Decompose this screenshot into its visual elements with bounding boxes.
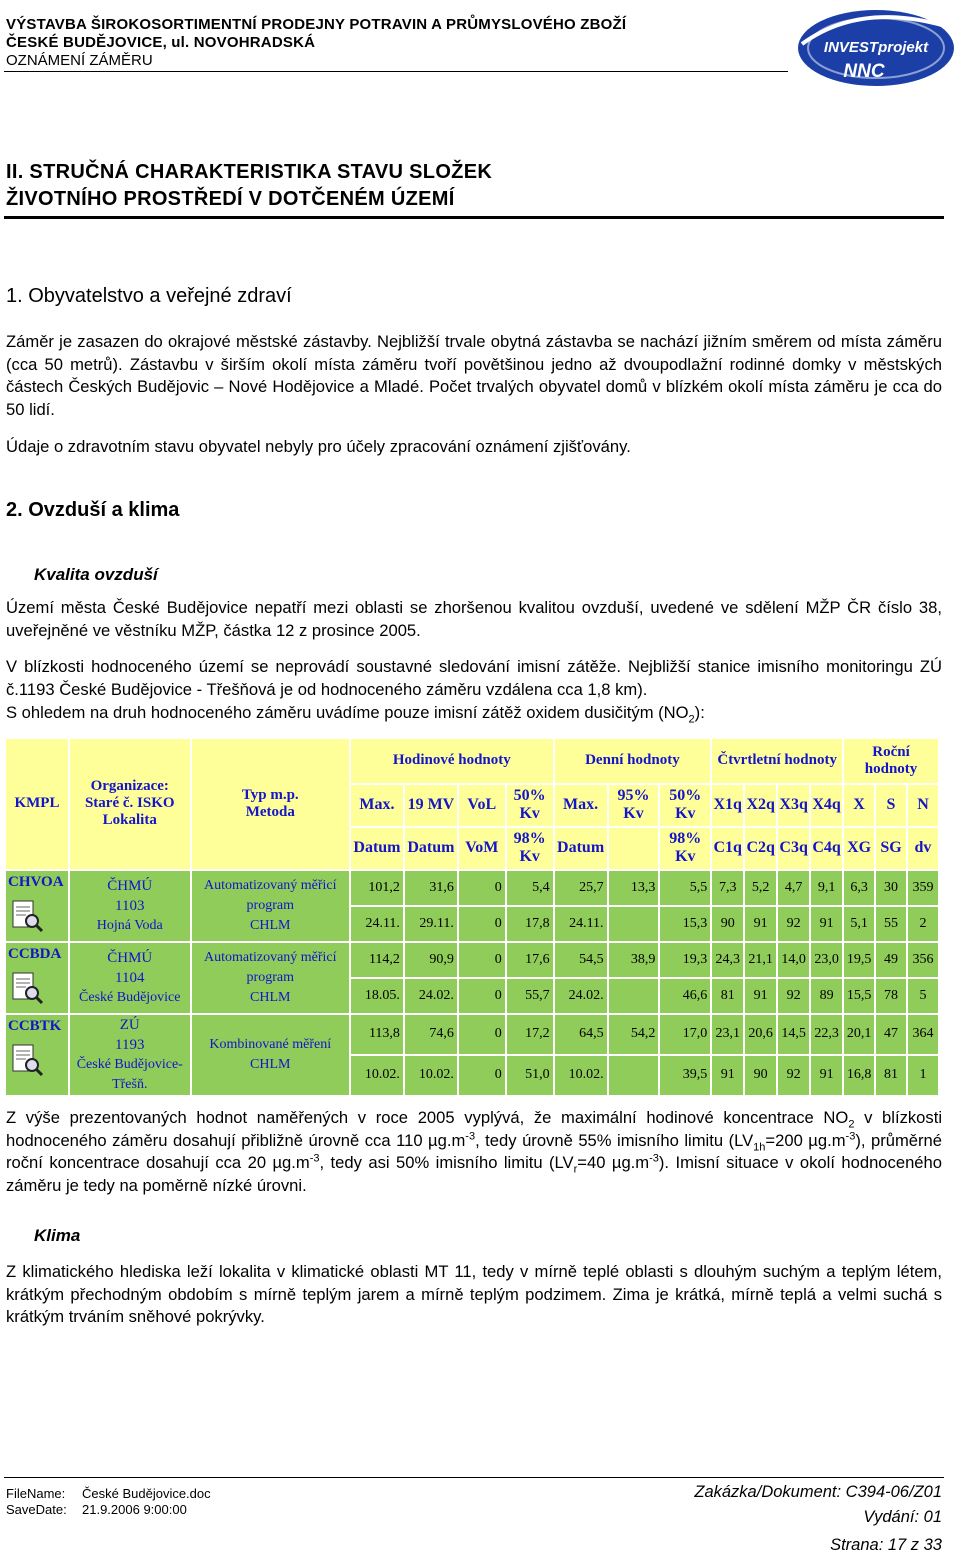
value-cell: 92	[778, 979, 809, 1013]
header-cell: 19 MV	[405, 785, 457, 826]
footer-page-number: Strana: 17 z 33	[830, 1536, 942, 1554]
footer-rule	[4, 1477, 944, 1478]
value-cell: 20,6	[745, 1015, 776, 1054]
station-method: Automatizovaný měřicí program CHLM	[192, 943, 349, 1013]
station-method: Kombinované měření CHLM	[192, 1015, 349, 1095]
value-cell: 92	[778, 1056, 809, 1095]
subheading-climate: Klima	[34, 1226, 81, 1245]
header-location: ČESKÉ BUDĚJOVICE, ul. NOVOHRADSKÁ	[6, 34, 316, 51]
header-cell: 95% Kv	[609, 785, 659, 826]
value-cell: 15,5	[844, 979, 874, 1013]
document-search-icon[interactable]	[10, 899, 50, 940]
value-cell: 46,6	[660, 979, 710, 1013]
value-cell: 1	[908, 1056, 938, 1095]
footer-savedate-value: 21.9.2006 9:00:00	[82, 1502, 187, 1517]
value-cell: 39,5	[660, 1056, 710, 1095]
value-cell: 89	[811, 979, 842, 1013]
header-cell: X4q	[811, 785, 842, 826]
value-cell: 0	[459, 943, 505, 977]
value-cell: 55	[876, 907, 906, 941]
value-cell: 47	[876, 1015, 906, 1054]
header-cell: X1q	[712, 785, 743, 826]
value-cell: 14,0	[778, 943, 809, 977]
value-cell: 356	[908, 943, 938, 977]
header-cell: SG	[876, 828, 906, 869]
col-header-type: Typ m.p. Metoda	[192, 739, 349, 869]
header-project-title: VÝSTAVBA ŠIROKOSORTIMENTNÍ PRODEJNY POTRAVIN A PRŮMYSLOVÉHO ZBOŽÍ	[6, 16, 627, 33]
climate-paragraph: Z klimatického hlediska leží lokalita v klimatické oblasti MT 11, tedy v mírně teplé oblasti s dlouhým suchým a teplým létem, krátkým přechodným obdobím s mírně teplým jarem a mírně teplým podzimem. Zima je krátká, mírně teplá a velmi suchá s krátkým trváním sněhové pokrývky.	[6, 1262, 942, 1326]
value-cell: 90,9	[405, 943, 457, 977]
value-cell: 5	[908, 979, 938, 1013]
value-cell: 24.02.	[405, 979, 457, 1013]
heading-air-climate: 2. Ovzduší a klima	[6, 499, 180, 521]
value-cell: 91	[745, 979, 776, 1013]
value-cell: 81	[876, 1056, 906, 1095]
value-cell: 17,6	[507, 943, 553, 977]
station-code: CHVOA	[8, 873, 64, 890]
col-header-organization: Organizace: Staré č. ISKO Lokalita	[70, 739, 190, 869]
value-cell: 90	[745, 1056, 776, 1095]
value-cell: 24,3	[712, 943, 743, 977]
station-organization: ZÚ 1193 České Budějovice- Třešň.	[70, 1015, 190, 1095]
value-cell: 24.02.	[555, 979, 607, 1013]
value-cell: 29.11.	[405, 907, 457, 941]
header-cell: C2q	[745, 828, 776, 869]
value-cell: 5,5	[660, 871, 710, 905]
value-cell: 49	[876, 943, 906, 977]
header-cell: VoL	[459, 785, 505, 826]
value-cell: 91	[712, 1056, 743, 1095]
no2-conclusion-paragraph: Z výše prezentovaných hodnot naměřených v roce 2005 vyplývá, že maximální hodinové koncentrace $NO_2$ v blízkosti hodnoceného záměru dosahují přibližně úrovně cca 110 $\mu g.m^{-3}$, tedy úrovně 55% imisního limitu ($LV_{1h}=200$ $\mu g.m^{-3}$), průměrné roční koncentrace dosahují cca 20 $\mu g.m^{-3}$, tedy asi 50% imisního limitu ($LV_r=40$ $\mu g.m^{-3}$). Imisní situace v okolí hodnoceného záměru je tedy na poměrně nízké úrovni.	[6, 1108, 943, 1195]
section-title-rule	[4, 216, 944, 219]
footer-filename-label: FileName:	[6, 1486, 66, 1501]
header-cell: Max.	[555, 785, 607, 826]
value-cell: 0	[459, 979, 505, 1013]
value-cell: 5,1	[844, 907, 874, 941]
value-cell: 91	[811, 907, 842, 941]
header-cell: C1q	[712, 828, 743, 869]
value-cell: 17,2	[507, 1015, 553, 1054]
value-cell: 74,6	[405, 1015, 457, 1054]
value-cell: 54,2	[609, 1015, 659, 1054]
value-cell: 90	[712, 907, 743, 941]
header-cell: 98% Kv	[660, 828, 710, 869]
table-row	[6, 1015, 938, 1054]
value-cell: 364	[908, 1015, 938, 1054]
header-cell: 98% Kv	[507, 828, 553, 869]
header-cell: Datum	[351, 828, 403, 869]
value-cell: 38,9	[609, 943, 659, 977]
monitoring-paragraph: V blízkosti hodnoceného území se neprovádí soustavné sledování imisní zátěže. Nejbližší stanice imisního monitoringu ZÚ č.1193 České Budějovice - Třešňová je od hodnoceného záměru vzdálena cca 1,8 km).	[6, 657, 942, 699]
station-code-cell[interactable]	[6, 943, 68, 1013]
value-cell: 21,1	[745, 943, 776, 977]
logo-text-top: INVESTprojekt	[823, 39, 929, 56]
heading-population: 1. Obyvatelstvo a veřejné zdraví	[6, 285, 292, 307]
value-cell: 19,3	[660, 943, 710, 977]
value-cell: 91	[811, 1056, 842, 1095]
value-cell: 23,1	[712, 1015, 743, 1054]
header-cell: 50% Kv	[660, 785, 710, 826]
value-cell: 51,0	[507, 1056, 553, 1095]
value-cell: 64,5	[555, 1015, 607, 1054]
value-cell: 24.11.	[351, 907, 403, 941]
col-group-quarterly: Čtvrtletní hodnoty	[712, 739, 842, 783]
value-cell: 0	[459, 871, 505, 905]
value-cell: 17,0	[660, 1015, 710, 1054]
header-doc-type: OZNÁMENÍ ZÁMĚRU	[6, 52, 153, 69]
header-cell: XG	[844, 828, 874, 869]
footer-filename-value: České Budějovice.doc	[82, 1486, 211, 1501]
header-cell: C3q	[778, 828, 809, 869]
station-organization: ČHMÚ 1104 České Budějovice	[70, 943, 190, 1013]
value-cell: 16,8	[844, 1056, 874, 1095]
value-cell: 10.02.	[405, 1056, 457, 1095]
header-cell: S	[876, 785, 906, 826]
value-cell: 9,1	[811, 871, 842, 905]
value-cell: 2	[908, 907, 938, 941]
value-cell: 7,3	[712, 871, 743, 905]
subheading-air-quality: Kvalita ovzduší	[34, 565, 158, 584]
value-cell: 15,3	[660, 907, 710, 941]
value-cell: 20,1	[844, 1015, 874, 1054]
no2-intro-paragraph: S ohledem na druh hodnoceného záměru uvádíme pouze imisní zátěž oxidem dusičitým $(NO_2)$:	[6, 703, 705, 726]
station-organization: ČHMÚ 1103 Hojná Voda	[70, 871, 190, 941]
logo-text-bottom: NNC	[843, 61, 885, 82]
header-cell: Datum	[405, 828, 457, 869]
table-row	[6, 943, 938, 977]
no2-measurements-table	[4, 737, 940, 1097]
value-cell: 0	[459, 907, 505, 941]
document-search-icon[interactable]	[10, 1043, 50, 1084]
investprojekt-logo	[792, 4, 958, 90]
value-cell: 30	[876, 871, 906, 905]
value-cell: 113,8	[351, 1015, 403, 1054]
header-cell: X3q	[778, 785, 809, 826]
value-cell: 5,2	[745, 871, 776, 905]
col-header-kmpl: KMPL	[6, 739, 68, 869]
section-title-line1: II. STRUČNÁ CHARAKTERISTIKA STAVU SLOŽEK	[6, 161, 493, 183]
station-code: CCBDA	[8, 945, 62, 962]
value-cell: 24.11.	[555, 907, 607, 941]
footer-savedate-label: SaveDate:	[6, 1502, 67, 1517]
value-cell: 78	[876, 979, 906, 1013]
header-cell	[609, 828, 659, 869]
air-quality-paragraph: Území města České Budějovice nepatří mezi oblasti se zhoršenou kvalitou ovzduší, uvedené ve sdělení MŽP ČR číslo 38, uveřejněné ve věstníku MŽP, částka 12 z prosince 2005.	[6, 598, 942, 640]
value-cell: 0	[459, 1015, 505, 1054]
document-search-icon[interactable]	[10, 971, 50, 1012]
value-cell: 22,3	[811, 1015, 842, 1054]
value-cell	[609, 979, 659, 1013]
value-cell: 25,7	[555, 871, 607, 905]
health-paragraph: Údaje o zdravotním stavu obyvatel nebyly pro účely zpracování oznámení zjišťovány.	[6, 437, 631, 456]
value-cell: 0	[459, 1056, 505, 1095]
value-cell: 359	[908, 871, 938, 905]
footer-document-id: Zakázka/Dokument: C394-06/Z01	[694, 1483, 942, 1501]
header-cell: N	[908, 785, 938, 826]
value-cell: 23,0	[811, 943, 842, 977]
value-cell: 6,3	[844, 871, 874, 905]
table-row	[6, 871, 938, 905]
station-code-cell[interactable]	[6, 1015, 68, 1095]
value-cell: 18.05.	[351, 979, 403, 1013]
value-cell: 4,7	[778, 871, 809, 905]
col-group-annual: Roční hodnoty	[844, 739, 938, 783]
value-cell	[609, 907, 659, 941]
header-cell: Max.	[351, 785, 403, 826]
station-code-cell[interactable]	[6, 871, 68, 941]
station-code: CCBTK	[8, 1017, 62, 1034]
value-cell: 81	[712, 979, 743, 1013]
value-cell: 14,5	[778, 1015, 809, 1054]
header-cell: C4q	[811, 828, 842, 869]
population-paragraph: Záměr je zasazen do okrajové městské zástavby. Nejbližší trvale obytná zástavba se nachází jižním směrem od místa záměru (cca 50 metrů). Zástavbu v širším okolí místa záměru tvoří povětšinou jedno až dvoupodlažní rodinné domky v městských částech Českých Budějovic – Nové Hodějovice a Mladé. Počet trvalých obyvatel domů v blízkém okolí místa záměru je cca do 50 lidí.	[6, 332, 942, 419]
col-group-hourly: Hodinové hodnoty	[351, 739, 553, 783]
value-cell: 13,3	[609, 871, 659, 905]
value-cell: 91	[745, 907, 776, 941]
value-cell: 5,4	[507, 871, 553, 905]
header-rule	[4, 71, 788, 72]
footer-issue: Vydání: 01	[863, 1508, 942, 1526]
header-cell: Datum	[555, 828, 607, 869]
value-cell: 114,2	[351, 943, 403, 977]
value-cell: 17,8	[507, 907, 553, 941]
value-cell: 54,5	[555, 943, 607, 977]
value-cell: 10.02.	[351, 1056, 403, 1095]
section-title-line2: ŽIVOTNÍHO PROSTŘEDÍ V DOTČENÉM ÚZEMÍ	[6, 188, 455, 210]
header-cell: VoM	[459, 828, 505, 869]
value-cell: 55,7	[507, 979, 553, 1013]
value-cell: 19,5	[844, 943, 874, 977]
header-cell: 50% Kv	[507, 785, 553, 826]
col-group-daily: Denní hodnoty	[555, 739, 711, 783]
value-cell: 10.02.	[555, 1056, 607, 1095]
header-cell: dv	[908, 828, 938, 869]
header-cell: X2q	[745, 785, 776, 826]
station-method: Automatizovaný měřicí program CHLM	[192, 871, 349, 941]
value-cell: 31,6	[405, 871, 457, 905]
header-cell: X	[844, 785, 874, 826]
value-cell	[609, 1056, 659, 1095]
value-cell: 101,2	[351, 871, 403, 905]
value-cell: 92	[778, 907, 809, 941]
